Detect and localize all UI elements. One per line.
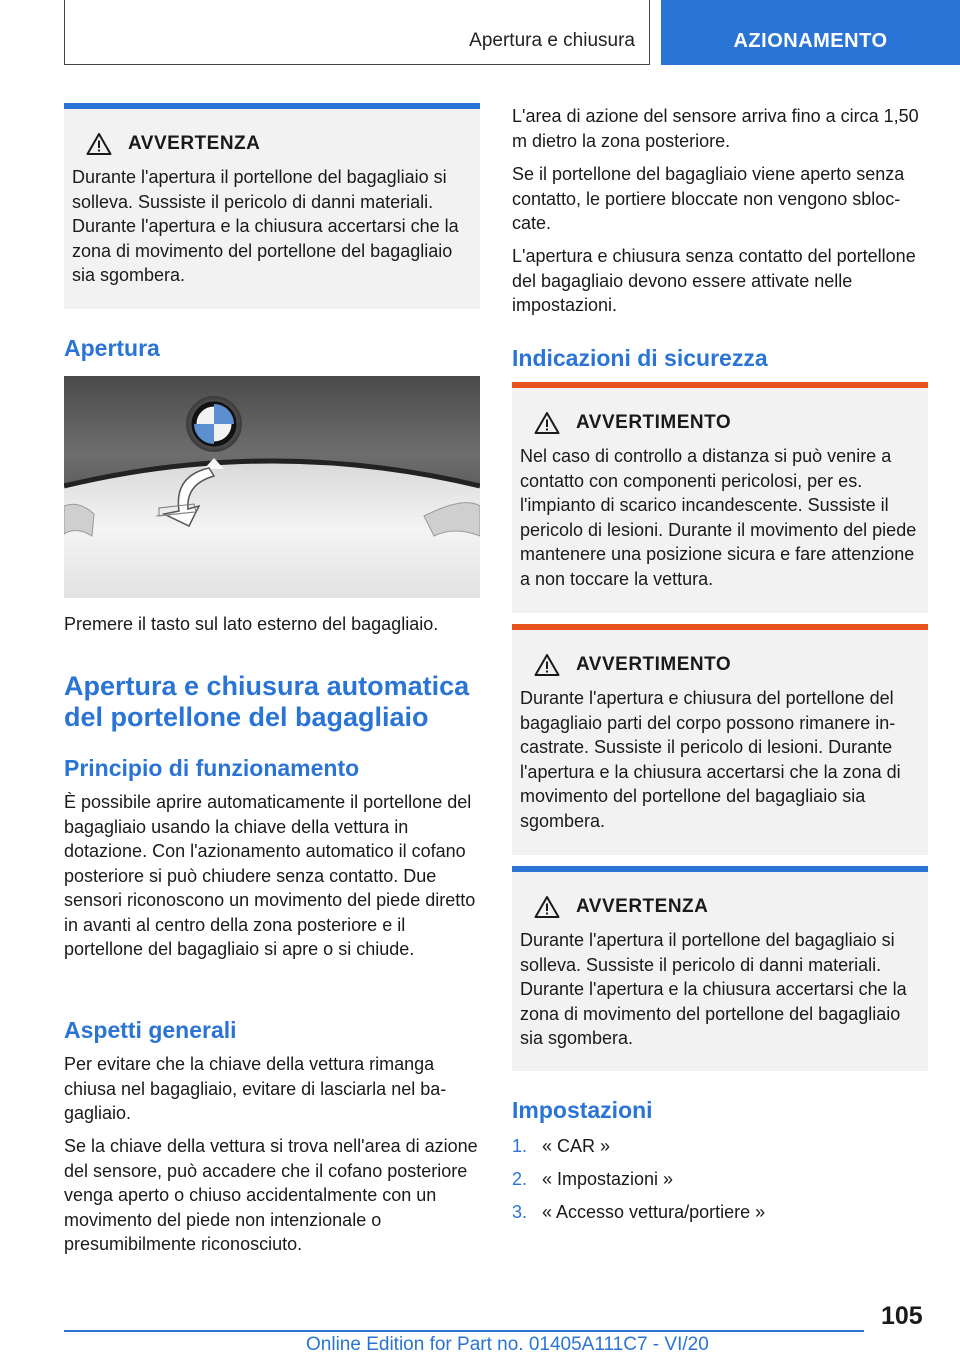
warning-body: Nel caso di controllo a distanza si può venire a contatto con componenti pericolosi, per es. l'impianto di scarico incandescente. Sussiste il pericolo di lesioni. Durante il movimento del piede mantenere una posizione sicura e fare attenzione a non toccare la vettura. [520,446,917,589]
aspetti-paragraph-2: Se la chiave della vettura si trova nell'area di azione del sensore, può accadere che il cofano posteriore venga aperto o chiuso accidentalmente con un movimento del piede non intenzionale o presumibilmente riconosciuto. [64,1136,478,1254]
warning-triangle-icon [534,653,560,677]
tailgate-button-photo [64,376,480,598]
warning-box-pinching [512,624,928,855]
page-number: 105 [881,1302,923,1330]
list-item [512,1163,928,1196]
aspetti-paragraph-1: Per evitare che la chiave della vettura rimanga chiusa nel bagagliaio, evitare di lasciarla nel bagagliaio. [64,1054,447,1123]
warning-title: AVVERTIMENTO [576,412,732,433]
footer-edition: Online Edition for Part no. 01405A111C7 - VI/20 [306,1334,709,1355]
list-item [512,1130,928,1163]
header-chapter-tab[interactable] [661,0,960,65]
heading-line-1: Apertura e chiusura automatica [64,671,470,701]
doors-paragraph: Se il portellone del bagagliaio viene aperto senza contatto, le portiere bloccate non vengono sbloccate. [512,164,905,233]
warning-title: AVVERTENZA [128,133,261,154]
step-text: « Accesso vettura/portiere » [542,1202,766,1222]
warning-body: Durante l'apertura e chiusura del portellone del bagagliaio parti del corpo possono rimanere incastrate. Sussiste il pericolo di lesioni. Durante l'apertura e la chiusura accertarsi che la zona di movimento del portellone del bagagliaio sia sgombera. [520,688,901,831]
tailgate-illustration [64,376,480,598]
image-caption: Premere il tasto sul lato esterno del bagagliaio. [64,614,439,634]
warning-box-exhaust [512,382,928,613]
warning-triangle-icon [86,132,112,156]
step-number: 2. [512,1169,528,1189]
warning-body: Durante l'apertura il portellone del bagagliaio si solleva. Sussiste il pericolo di danni materiali. Durante l'apertura e la chiusura accertarsi che la zona di movimento del portellone del bagagliaio sia sgombera. [72,167,459,285]
warning-box-damage [64,103,480,309]
step-text: « Impostazioni » [542,1169,674,1189]
settings-steps-list [512,1130,928,1229]
warning-triangle-icon [534,895,560,919]
heading-sicurezza: Indicazioni di sicurezza [512,345,768,371]
step-text: « CAR » [542,1136,611,1156]
heading-aspetti: Aspetti generali [64,1017,237,1043]
principio-body: È possibile aprire automaticamente il portellone del bagagliaio usando la chiave della vettura in dotazione. Con l'azionamento automatico il cofano posteriore si può chiudere senza contatto. Due sensori riconoscono un movimento del piede diretto in avanti al centro della zona posteriore e il portellone del bagagliaio si apre o si chiude. [64,792,476,959]
header-chapter-label: AZIONAMENTO [733,30,888,52]
sensor-range-paragraph: L'area di azione del sensore arriva fino a circa 1,50 m dietro la zona posteriore. [512,106,919,151]
warning-triangle-icon [534,411,560,435]
heading-impostazioni: Impostazioni [512,1097,653,1123]
footer-divider [64,1330,864,1332]
heading-apertura: Apertura [64,335,160,361]
step-number: 1. [512,1136,528,1156]
heading-auto-open-close [64,671,469,733]
warning-box-damage-2 [512,866,928,1071]
heading-line-2: del portellone del bagagliaio [64,702,429,732]
header-section-title: Apertura e chiusura [469,30,635,51]
heading-principio: Principio di funzionamento [64,755,360,781]
settings-required-paragraph: L'apertura e chiusura senza contatto del portellone del bagagliaio devono essere attivate nelle impostazioni. [512,246,916,315]
list-item [512,1196,928,1229]
header-section-box [64,0,650,65]
warning-title: AVVERTIMENTO [576,654,732,675]
warning-title: AVVERTENZA [576,896,709,917]
warning-body: Durante l'apertura il portellone del bagagliaio si solleva. Sussiste il pericolo di danni materiali. Durante l'apertura e la chiusura accertarsi che la zona di movimento del portellone del bagagliaio sia sgombera. [520,930,907,1048]
step-number: 3. [512,1202,528,1222]
